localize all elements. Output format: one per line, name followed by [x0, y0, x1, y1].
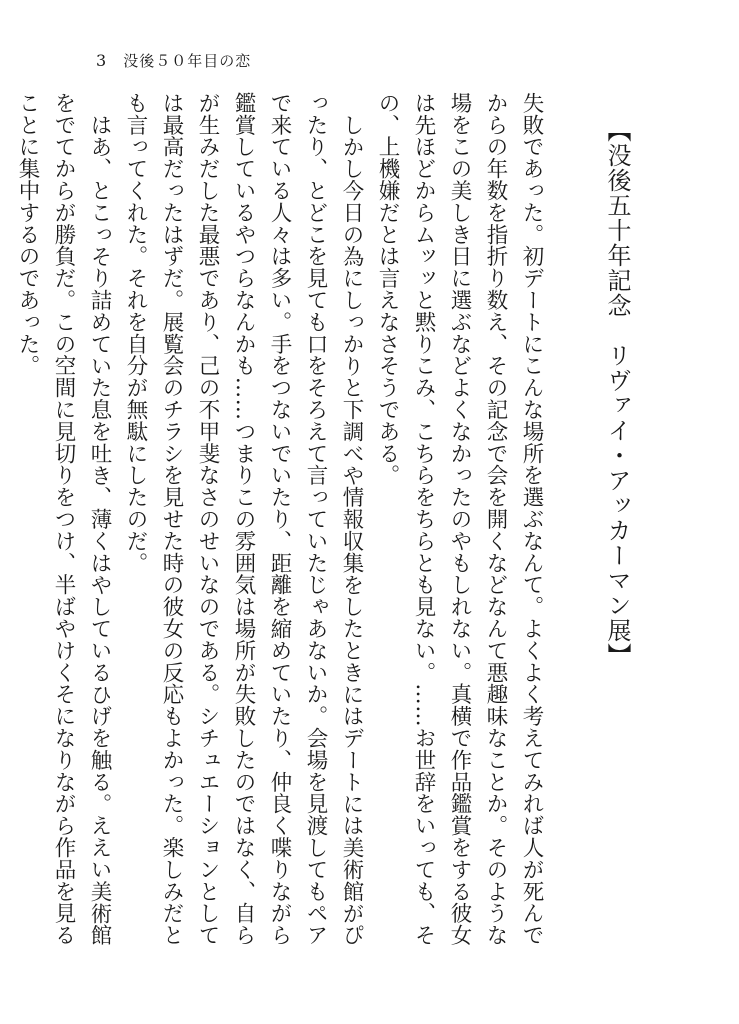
paragraph: はあ、とこっそり詰めていた息を吐き、薄くはやしているひげを触る。ええい美術館をでてからが勝負だ。この空間に見切りをつけ、半ばやけくそになりながら作品を見ることに集中するのであった。	[15, 92, 112, 947]
paragraph: しかし今日の為にしっかりと下調べや情報収集をしたときにはデートには美術館がぴったり、とどこを見ても口をそろえて言っていたじゃあないか。会場を見渡してもペアで来ている人々は多い。手をつないでいたり、距離を縮めていたり、仲良く喋りながら鑑賞しているやつらなんかも……つまりこの雰囲気は場所が失敗したのではなく、自らが生みだした最悪であり、己の不甲斐なさのせいなのである。シチュエーションとしては最高だったはずだ。展覧会のチラシを見せた時の彼女の反応もよかった。楽しみだとも言ってくれた。それを自分が無駄にしたのだ。	[123, 92, 364, 947]
body-text	[15, 92, 549, 952]
page-header	[96, 46, 251, 74]
running-title: 没後５０年目の恋	[123, 51, 252, 70]
page-number: 3	[96, 50, 108, 70]
paragraph: 失敗であった。初デートにこんな場所を選ぶなんて。よくよく考えてみれば人が死んでからの年数を指折り数え、その記念で会を開くなどなんて悪趣味なことか。そのような場をこの美しき日に選ぶなどよくなかったのやもしれない。真横で作品鑑賞をする彼女は先ほどからムッッと黙りこみ、こちらをちらとも見ない。……お世辞をいっても、その、上機嫌だとは言えなさそうである。	[375, 92, 544, 947]
chapter-title: 【没後五十年記念 リヴァイ・アッカーマン展】	[603, 118, 631, 668]
